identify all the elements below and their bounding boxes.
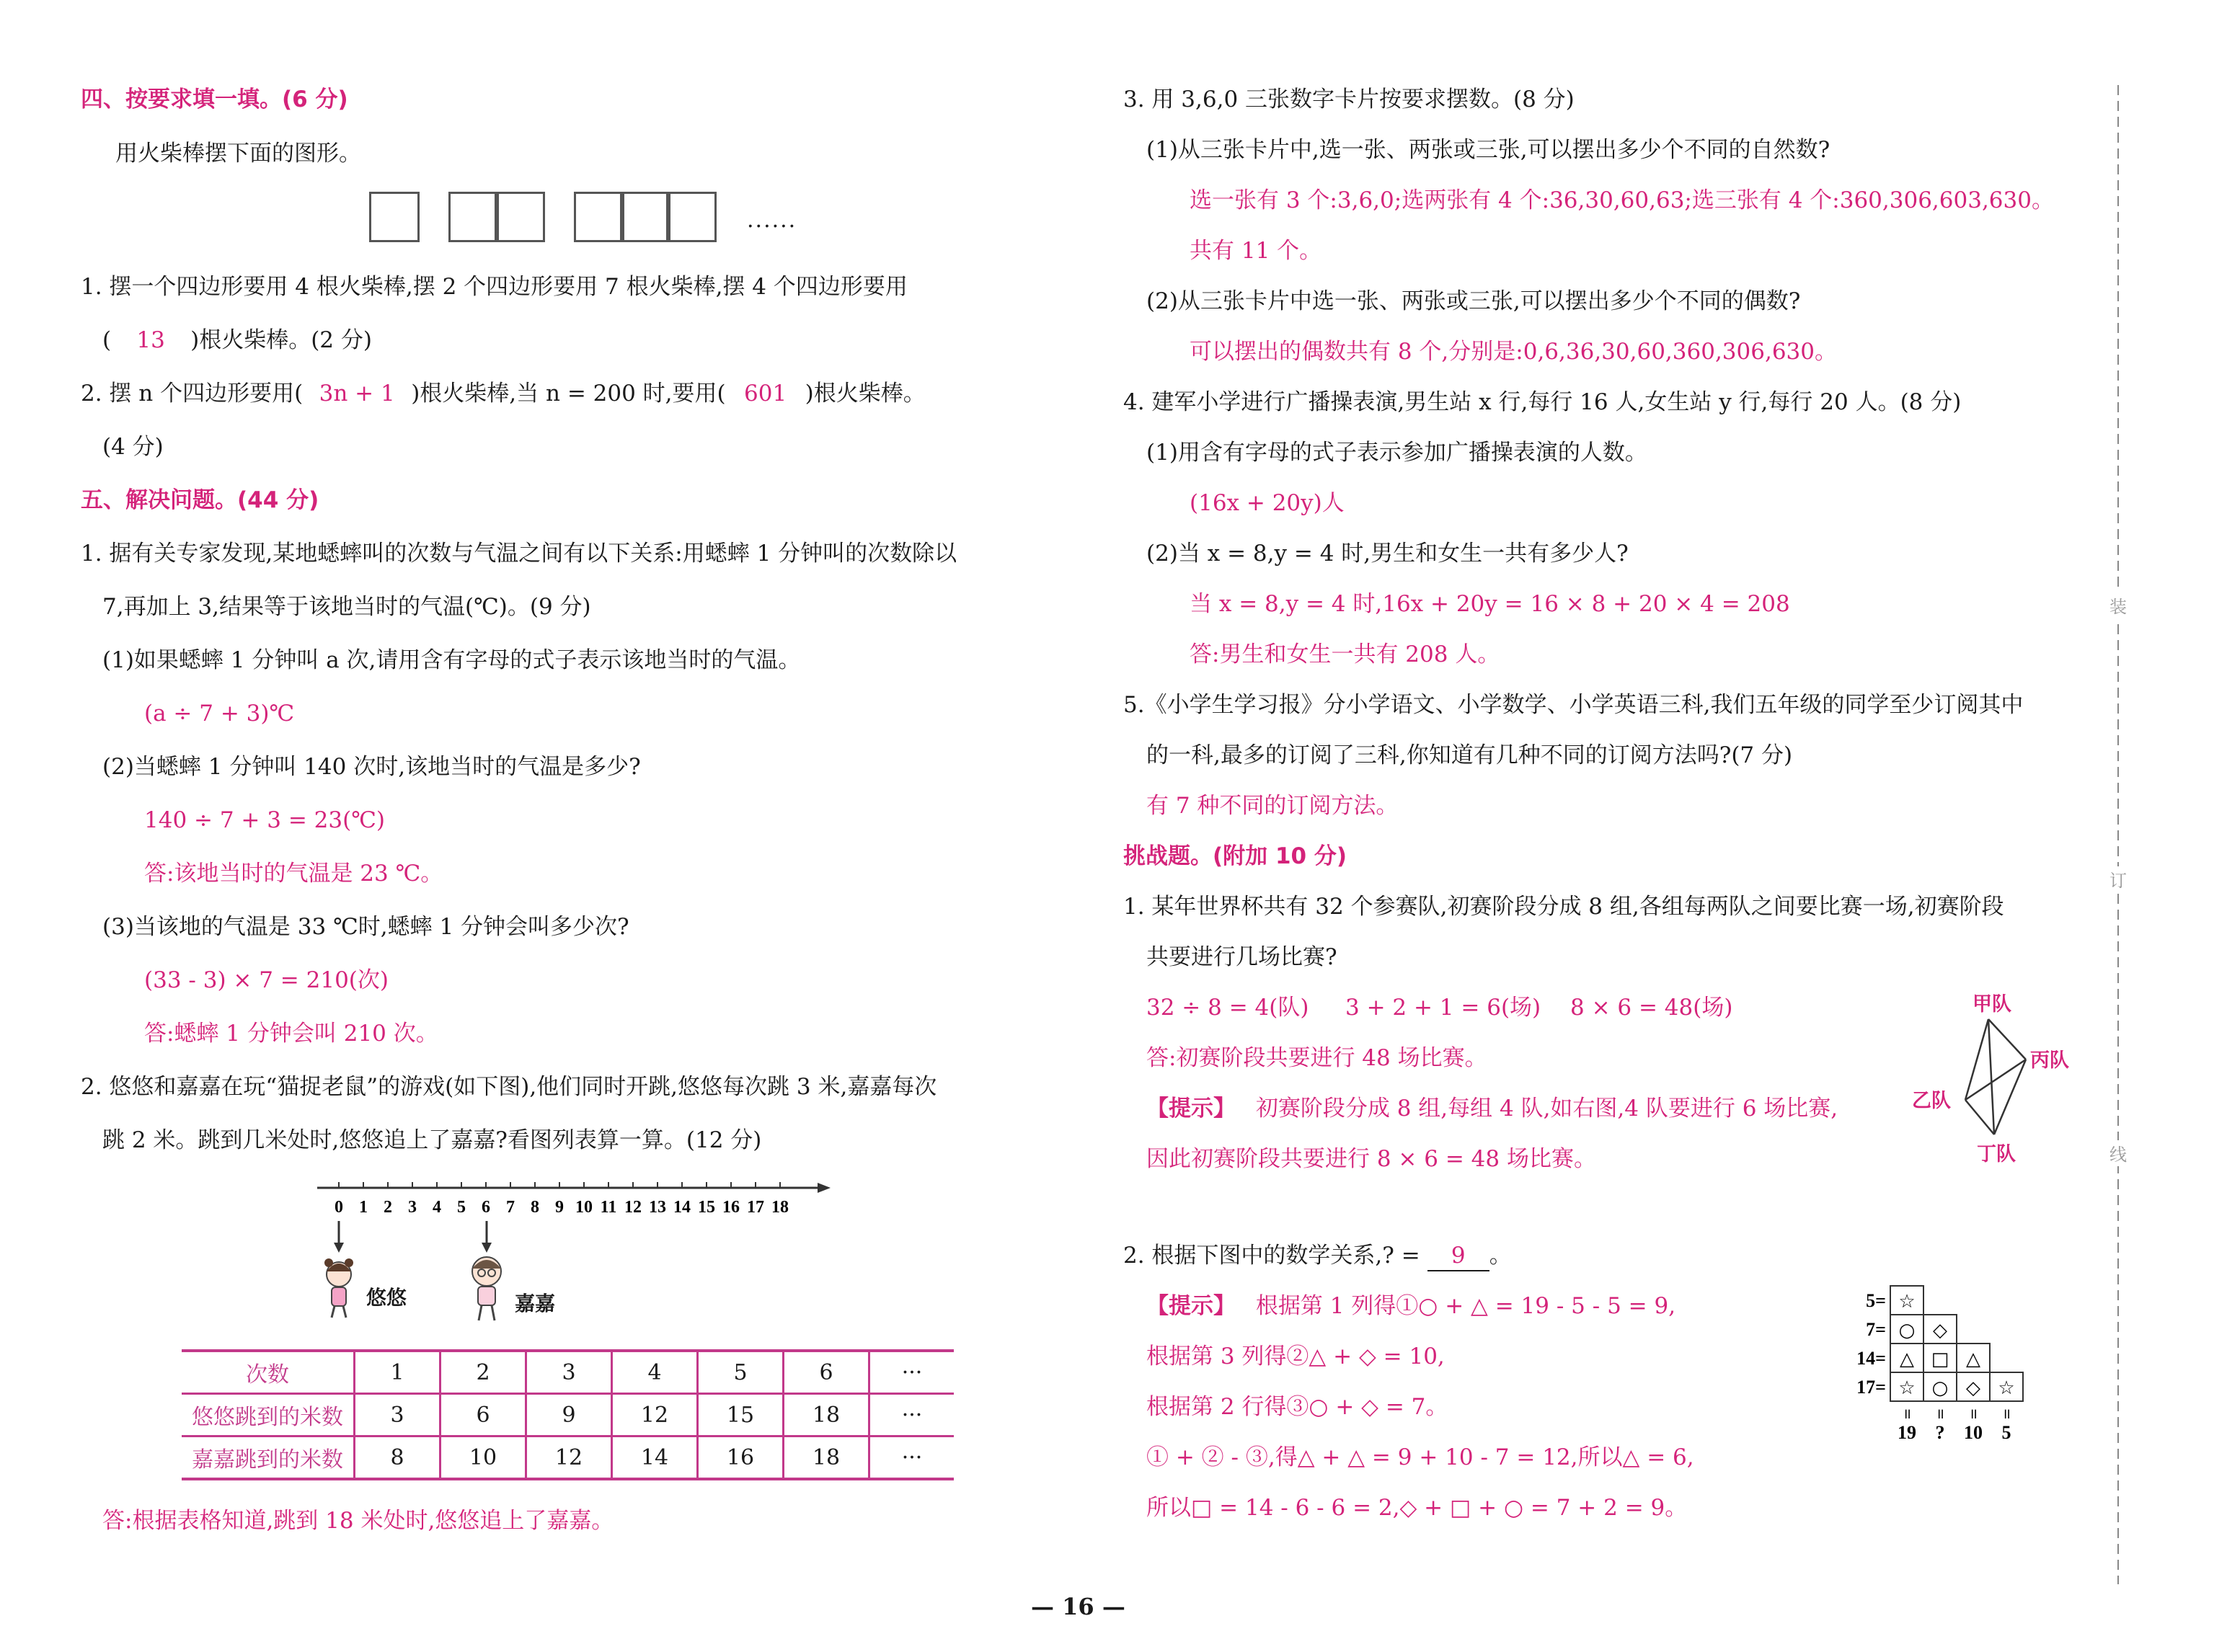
binding-margin-svg	[2104, 85, 2133, 1584]
ch1-calc-1: 32 ÷ 8 = 4(队)	[1146, 995, 1309, 1021]
match-line	[1988, 1019, 1994, 1134]
number-line-label: 10	[575, 1198, 593, 1217]
q2-score: (4 分)	[102, 434, 164, 460]
ch1-line1: 1. 某年世界杯共有 32 个参赛队,初赛阶段分成 8 组,各组每两队之间要比赛一场,初赛阶段	[1123, 894, 2004, 920]
table-cell: 12	[526, 1436, 612, 1480]
ch2-hint-1: 根据第 1 列得①○ + △ = 19 - 5 - 5 = 9,	[1255, 1293, 1676, 1319]
table-row	[182, 1351, 954, 1394]
table-cell: 5	[698, 1351, 784, 1394]
r-q5-line2: 的一科,最多的订阅了三科,你知道有几种不同的订阅方法吗?(7 分)	[1146, 742, 1793, 768]
grid-shape: ☆	[1898, 1291, 1916, 1313]
ch1-line2: 共要进行几场比赛?	[1146, 944, 1337, 970]
grid-column-label: 19	[1898, 1422, 1916, 1443]
table-row	[182, 1436, 954, 1480]
table-cell: ···	[869, 1436, 955, 1480]
grid-shape: ☆	[1998, 1377, 2015, 1399]
ch2-question	[1123, 1241, 1512, 1271]
q1-line1: 1. 摆一个四边形要用 4 根火柴棒,摆 2 个四边形要用 7 根火柴棒,摆 4 个四边形要用	[81, 274, 908, 300]
q2-mid: )根火柴棒,当 n = 200 时,要用(	[411, 381, 726, 407]
q2-answer-2: 601	[744, 381, 787, 407]
p1-a3b: 答:蟋蟀 1 分钟会叫 210 次。	[144, 1021, 438, 1047]
p1-line1: 1. 据有关专家发现,某地蟋蟀叫的次数与气温之间有以下关系:用蟋蟀 1 分钟叫的次数除以	[81, 541, 957, 567]
r-q4-2a: 当 x = 8,y = 4 时,16x + 20y = 16 × 8 + 20 × 4 = 208	[1190, 591, 1790, 617]
r-q4-title: 4. 建军小学进行广播操表演,男生站 x 行,每行 16 人,女生站 y 行,每行 20 人。(8 分)	[1123, 389, 1962, 415]
matchstick-square	[574, 192, 624, 242]
q2-answer-1: 3n + 1	[319, 381, 395, 407]
table-cell: 18	[784, 1394, 869, 1436]
table-cell: ···	[869, 1394, 955, 1436]
r-q4-1a: (16x + 20y)人	[1190, 490, 1345, 516]
match-line	[1988, 1019, 2026, 1060]
q1-answer: 13	[136, 327, 165, 353]
p2-line2: 跳 2 米。跳到几米处时,悠悠追上了嘉嘉?看图列表算一算。(12 分)	[102, 1127, 762, 1153]
table-cell: 14	[612, 1436, 698, 1480]
grid-column-mark: ॥	[1903, 1405, 1911, 1422]
matchstick-square	[620, 192, 670, 242]
team-a-label: 甲队	[1973, 993, 2011, 1016]
grid-column-label: 10	[1964, 1422, 1983, 1443]
matchstick-square	[495, 192, 545, 242]
p1-a3a: (33 - 3) × 7 = 210(次)	[144, 967, 389, 993]
ch1-hint	[1146, 1094, 1838, 1123]
q2-pre: 2. 摆 n 个四边形要用(	[81, 381, 304, 407]
number-line-label: 8	[531, 1198, 539, 1217]
number-line-label: 1	[359, 1198, 368, 1217]
page-number: — 16 —	[1031, 1593, 1125, 1620]
row-header: 嘉嘉跳到的米数	[182, 1436, 355, 1480]
jiajia-arrowhead	[482, 1243, 492, 1253]
p2-line1: 2. 悠悠和嘉嘉在玩“猫捉老鼠”的游戏(如下图),他们同时开跳,悠悠每次跳 3 米,嘉嘉每次	[81, 1074, 937, 1100]
table-cell: ···	[869, 1351, 955, 1394]
r-q3-1a: 选一张有 3 个:3,6,0;选两张有 4 个:36,30,60,63;选三张有 4 个:360,306,603,630。	[1190, 187, 2054, 213]
margin-char-3: 线	[2109, 1145, 2127, 1165]
continuation-dots: ......	[747, 208, 797, 233]
number-line-label: 16	[722, 1198, 740, 1217]
q1-paren-open: (	[102, 327, 112, 353]
table-cell: 6	[440, 1394, 526, 1436]
number-line-label: 7	[506, 1198, 515, 1217]
shape-grid-figure	[1846, 1283, 2091, 1459]
number-line-label: 6	[482, 1198, 490, 1217]
table-cell: 2	[440, 1351, 526, 1394]
jump-table	[182, 1349, 954, 1480]
match-line	[1965, 1100, 1994, 1134]
table-cell: 6	[784, 1351, 869, 1394]
table-cell: 16	[698, 1436, 784, 1480]
number-line-label: 2	[384, 1198, 392, 1217]
grid-column-mark: ॥	[2002, 1405, 2011, 1422]
row-header: 悠悠跳到的米数	[182, 1394, 355, 1436]
grid-shape: △	[1966, 1349, 1980, 1370]
number-line-figure	[310, 1171, 858, 1346]
challenge-title: 挑战题。(附加 10 分)	[1123, 843, 1347, 869]
r-q3-1b: 共有 11 个。	[1190, 238, 1322, 264]
grid-shape: △	[1900, 1349, 1914, 1370]
matchstick-square	[448, 192, 499, 242]
number-line-label: 18	[771, 1198, 789, 1217]
team-b-label: 乙队	[1912, 1090, 1951, 1112]
grid-shape: ☆	[1898, 1377, 1916, 1399]
ch1-hint-label: 【提示】	[1146, 1096, 1236, 1122]
grid-shape: ◇	[1966, 1377, 1980, 1399]
youyou-arrowhead	[334, 1243, 344, 1253]
number-line-label: 9	[555, 1198, 564, 1217]
ch2-hint	[1146, 1292, 1675, 1320]
r-q5-answer: 有 7 种不同的订阅方法。	[1146, 793, 1399, 819]
number-line-label: 17	[747, 1198, 764, 1217]
ch2-hint-4: ① + ② - ③,得△ + △ = 9 + 10 - 7 = 12,所以△ = 6,	[1146, 1444, 1694, 1470]
number-line-label: 5	[457, 1198, 466, 1217]
shape-grid-svg	[1846, 1283, 2091, 1456]
table-row	[182, 1394, 954, 1436]
section-4-title: 四、按要求填一填。(6 分)	[81, 86, 348, 112]
number-line-label: 15	[698, 1198, 715, 1217]
ch1-calc-3: 8 × 6 = 48(场)	[1570, 995, 1733, 1021]
ch1-hint-line2: 因此初赛阶段共要进行 8 × 6 = 48 场比赛。	[1146, 1146, 1596, 1172]
r-q3-1: (1)从三张卡片中,选一张、两张或三张,可以摆出多少个不同的自然数?	[1146, 137, 1830, 163]
p1-a2a: 140 ÷ 7 + 3 = 23(℃)	[144, 807, 385, 833]
table-cell: 9	[526, 1394, 612, 1436]
matchstick-square	[666, 192, 717, 242]
team-diagram-svg	[1896, 987, 2069, 1175]
table-cell: 18	[784, 1436, 869, 1480]
p1-q2: (2)当蟋蟀 1 分钟叫 140 次时,该地当时的气温是多少?	[102, 754, 641, 780]
grid-shape: □	[1931, 1349, 1949, 1370]
p1-a2b: 答:该地当时的气温是 23 ℃。	[144, 861, 443, 887]
grid-shape: ○	[1898, 1320, 1916, 1341]
number-line-label: 12	[624, 1198, 642, 1217]
grid-shape: ○	[1931, 1377, 1949, 1399]
team-c-label: 丙队	[2030, 1049, 2069, 1072]
ch1-hint-text: 初赛阶段分成 8 组,每组 4 队,如右图,4 队要进行 6 场比赛,	[1255, 1096, 1838, 1122]
matchstick-square	[369, 192, 420, 242]
ch1-answer: 答:初赛阶段共要进行 48 场比赛。	[1146, 1045, 1487, 1071]
grid-row-label: 5=	[1866, 1290, 1886, 1311]
grid-column-mark: ॥	[1969, 1405, 1978, 1422]
youyou-label: 悠悠	[366, 1286, 407, 1310]
r-q3-title: 3. 用 3,6,0 三张数字卡片按要求摆数。(8 分)	[1123, 86, 1575, 112]
r-q3-2a: 可以摆出的偶数共有 8 个,分别是:0,6,36,30,60,360,306,630。	[1190, 339, 1837, 365]
ch2-hint-3: 根据第 2 行得③○ + ◇ = 7。	[1146, 1394, 1448, 1420]
row-header: 次数	[182, 1351, 355, 1394]
margin-char-2: 订	[2109, 871, 2127, 891]
r-q4-2b: 答:男生和女生一共有 208 人。	[1190, 641, 1500, 667]
r-q4-2: (2)当 x = 8,y = 4 时,男生和女生一共有多少人?	[1146, 541, 1629, 567]
youyou-figure	[324, 1258, 353, 1318]
number-line-label: 13	[649, 1198, 666, 1217]
table-cell: 1	[355, 1351, 440, 1394]
q2-line1	[81, 379, 926, 408]
table-cell: 8	[355, 1436, 440, 1480]
jiajia-label: 嘉嘉	[515, 1292, 556, 1315]
ch2-pre: 2. 根据下图中的数学关系,? =	[1123, 1243, 1420, 1269]
number-line-arrow	[818, 1183, 831, 1193]
ch2-hint-label: 【提示】	[1146, 1293, 1236, 1319]
q1-paren-close: )根火柴棒。(2 分)	[190, 327, 372, 353]
section-4-intro: 用火柴棒摆下面的图形。	[115, 141, 361, 166]
binding-margin	[2104, 85, 2133, 1587]
grid-row-label: 17=	[1856, 1377, 1886, 1398]
ch1-calc-2: 3 + 2 + 1 = 6(场)	[1345, 995, 1541, 1021]
margin-char-1: 装	[2109, 597, 2127, 617]
number-line-label: 11	[600, 1198, 617, 1217]
jiajia-figure	[472, 1257, 501, 1320]
table-cell: 3	[526, 1351, 612, 1394]
grid-column-label: ?	[1935, 1422, 1945, 1443]
r-q3-2: (2)从三张卡片中选一张、两张或三张,可以摆出多少个不同的偶数?	[1146, 288, 1801, 314]
q2-post: )根火柴棒。	[805, 381, 926, 407]
ch2-answer: 9	[1427, 1241, 1489, 1271]
table-cell: 10	[440, 1436, 526, 1480]
table-cell: 15	[698, 1394, 784, 1436]
number-line-label: 4	[433, 1198, 441, 1217]
shape-grid-cells	[1856, 1286, 2023, 1443]
p1-line2: 7,再加上 3,结果等于该地当时的气温(℃)。(9 分)	[102, 594, 591, 620]
ch2-hint-2: 根据第 3 列得②△ + ◇ = 10,	[1146, 1344, 1445, 1369]
grid-column-mark: ॥	[1936, 1405, 1944, 1422]
ch2-post: 。	[1489, 1243, 1512, 1269]
grid-row-label: 7=	[1866, 1319, 1886, 1340]
r-q5-line1: 5.《小学生学习报》分小学语文、小学数学、小学英语三科,我们五年级的同学至少订阅其中	[1123, 692, 2024, 718]
grid-row-label: 14=	[1856, 1348, 1886, 1369]
p2-answer: 答:根据表格知道,跳到 18 米处时,悠悠追上了嘉嘉。	[102, 1508, 614, 1534]
number-line-label: 14	[673, 1198, 691, 1217]
ch2-hint-5: 所以□ = 14 - 6 - 6 = 2,◇ + □ + ○ = 7 + 2 = 9。	[1146, 1495, 1688, 1521]
number-line-label: 3	[408, 1198, 417, 1217]
p1-q3: (3)当该地的气温是 33 ℃时,蟋蟀 1 分钟会叫多少次?	[102, 914, 629, 940]
table-cell: 12	[612, 1394, 698, 1436]
grid-shape: ◇	[1933, 1320, 1947, 1341]
p1-q1: (1)如果蟋蟀 1 分钟叫 a 次,请用含有字母的式子表示该地当时的气温。	[102, 647, 801, 673]
section-5-title: 五、解决问题。(44 分)	[81, 487, 319, 513]
r-q4-1: (1)用含有字母的式子表示参加广播操表演的人数。	[1146, 440, 1647, 466]
grid-column-label: 5	[2001, 1422, 2011, 1443]
table-cell: 3	[355, 1394, 440, 1436]
team-diagram	[1896, 987, 2069, 1178]
p1-a1: (a ÷ 7 + 3)℃	[144, 701, 295, 727]
number-line-label: 0	[335, 1198, 343, 1217]
number-line-svg	[310, 1171, 858, 1344]
team-d-label: 丁队	[1977, 1143, 2016, 1165]
q1-line2	[102, 326, 372, 355]
table-cell: 4	[612, 1351, 698, 1394]
